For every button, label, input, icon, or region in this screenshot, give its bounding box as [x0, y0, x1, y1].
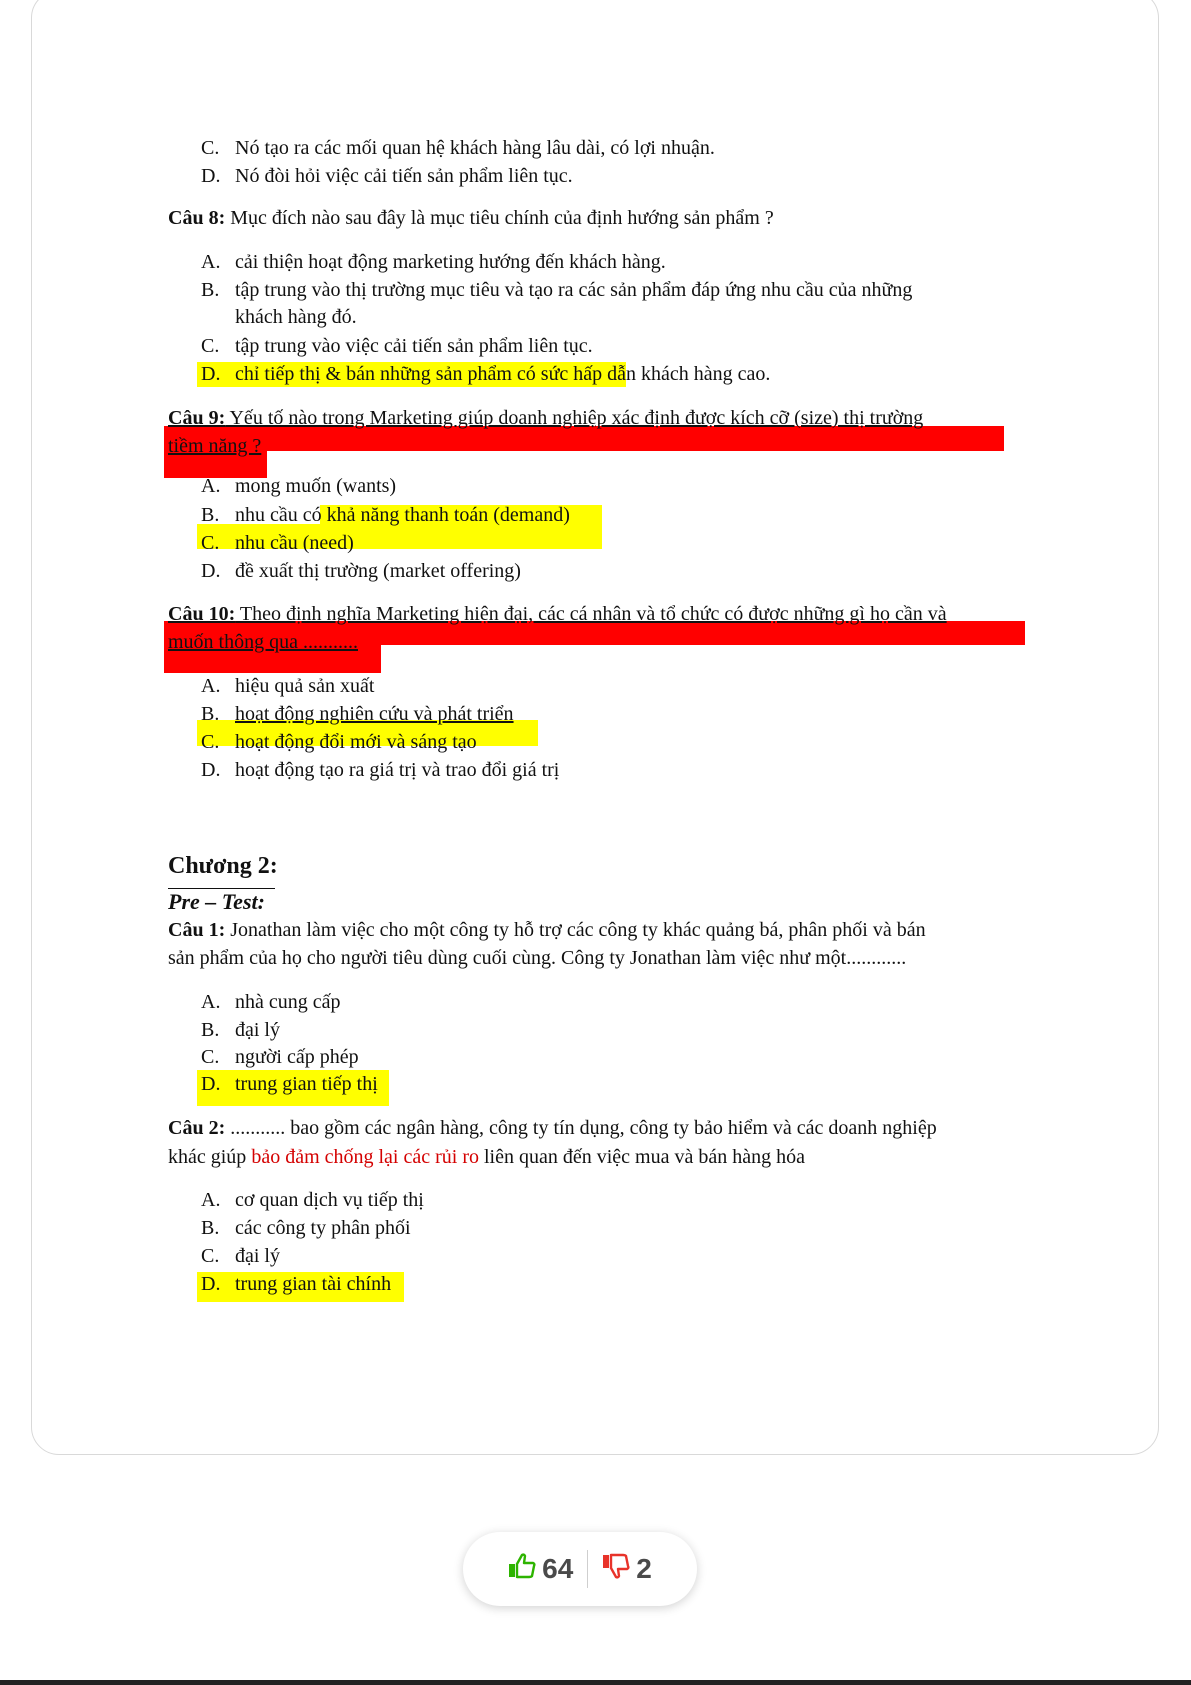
q9-option-b: B. nhu cầu có khả năng thanh toán (demand) — [201, 504, 570, 526]
q10-option-a: A. hiệu quả sản xuất — [201, 675, 375, 697]
c2q2-option-b: B. các công ty phân phối — [201, 1217, 411, 1239]
c2q1-stem: Câu 1: Jonathan làm việc cho một công ty hỗ trợ các công ty khác quảng bá, phân phối và bán — [168, 919, 926, 941]
c2q2-option-c: C. đại lý — [201, 1245, 280, 1267]
upvote-count: 64 — [542, 1553, 574, 1584]
q7-option-d: D. Nó đòi hỏi việc cải tiến sản phẩm liên tục. — [201, 165, 573, 187]
q9-stem: Câu 9: Yếu tố nào trong Marketing giúp doanh nghiệp xác định được kích cỡ (size) thị trường — [168, 407, 924, 429]
upvote-button[interactable] — [494, 1553, 587, 1586]
q9-option-c: C. nhu cầu (need) — [201, 532, 354, 554]
q10-option-b: B. hoạt động nghiên cứu và phát triển — [201, 703, 514, 725]
thumbs-down-icon — [602, 1553, 630, 1586]
c2q2-option-a: A. cơ quan dịch vụ tiếp thị — [201, 1189, 424, 1211]
q10-stem-cont: muốn thông qua ........... — [168, 631, 358, 653]
q7-option-c: C. Nó tạo ra các mối quan hệ khách hàng lâu dài, có lợi nhuận. — [201, 137, 715, 159]
q8-stem: Câu 8: Mục đích nào sau đây là mục tiêu chính của định hướng sản phẩm ? — [168, 207, 774, 229]
downvote-count: 2 — [636, 1553, 652, 1584]
c2q1-option-d: D. trung gian tiếp thị — [201, 1073, 378, 1095]
c2q1-option-a: A. nhà cung cấp — [201, 991, 341, 1013]
thumbs-up-icon — [508, 1553, 536, 1586]
c2q1-stem-cont: sản phẩm của họ cho người tiêu dùng cuối cùng. Công ty Jonathan làm việc như một............ — [168, 947, 907, 969]
vote-bar — [463, 1532, 697, 1606]
bottom-bar — [0, 1680, 1191, 1685]
q9-stem-cont: tiềm năng ? — [168, 435, 262, 457]
q8-option-a: A. cải thiện hoạt động marketing hướng đến khách hàng. — [201, 251, 666, 273]
q10-option-c: C. hoạt động đổi mới và sáng tạo — [201, 731, 477, 753]
c2q1-option-c: C. người cấp phép — [201, 1046, 359, 1068]
c2q1-option-b: B. đại lý — [201, 1019, 280, 1041]
chapter-title: Chương 2: — [168, 853, 278, 879]
q9-option-a: A. mong muốn (wants) — [201, 475, 397, 497]
q10-option-d: D. hoạt động tạo ra giá trị và trao đổi giá trị — [201, 759, 560, 781]
c2q2-option-d: D. trung gian tài chính — [201, 1273, 392, 1295]
q8-option-d: D. chỉ tiếp thị & bán những sản phẩm có sức hấp dẫn khách hàng cao. — [201, 363, 771, 385]
q8-option-b-cont: khách hàng đó. — [235, 306, 357, 328]
chapter-subtitle: Pre – Test: — [168, 888, 275, 915]
c2q2-stem: Câu 2: ........... bao gồm các ngân hàng, công ty tín dụng, công ty bảo hiểm và các doanh nghiệp — [168, 1117, 937, 1139]
q8-option-b: B. tập trung vào thị trường mục tiêu và tạo ra các sản phẩm đáp ứng nhu cầu của những — [201, 279, 913, 301]
q9-option-d: D. đề xuất thị trường (market offering) — [201, 560, 521, 582]
q10-stem: Câu 10: Theo định nghĩa Marketing hiện đại, các cá nhân và tổ chức có được những gì họ cần và — [168, 603, 947, 625]
c2q2-stem-cont: khác giúp bảo đảm chống lại các rủi ro liên quan đến việc mua và bán hàng hóa — [168, 1146, 805, 1168]
downvote-button[interactable] — [588, 1553, 666, 1586]
q8-option-c: C. tập trung vào việc cải tiến sản phẩm liên tục. — [201, 335, 593, 357]
